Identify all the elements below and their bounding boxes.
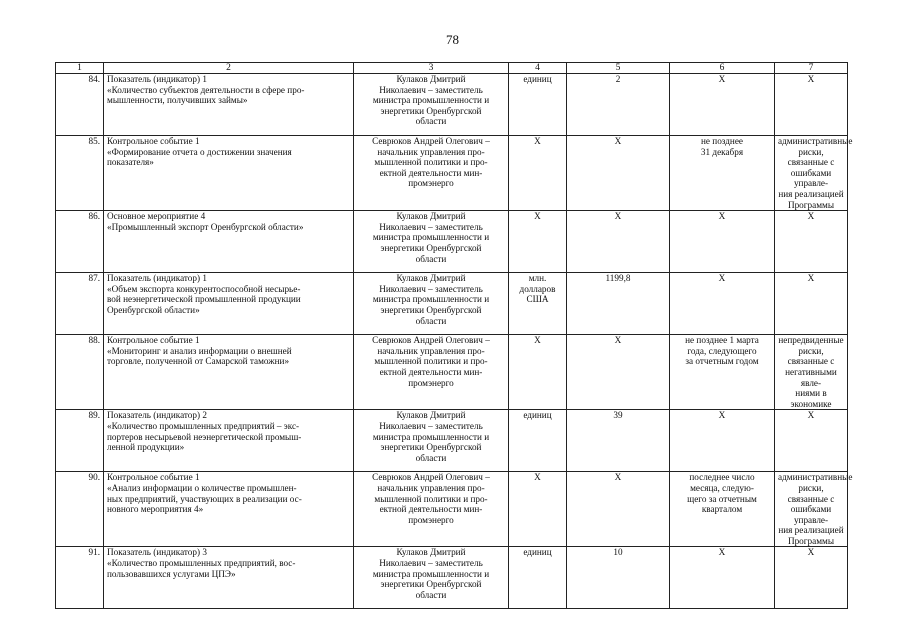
row-value-cell	[567, 136, 670, 211]
row-deadline-cell	[670, 472, 775, 547]
row-unit-cell	[509, 410, 567, 472]
row-name-cell	[104, 211, 354, 273]
row-unit-cell	[509, 211, 567, 273]
row-risk-cell	[775, 273, 848, 335]
row-number-cell	[56, 136, 104, 211]
row-unit-cell	[509, 273, 567, 335]
row-value: X	[614, 136, 622, 146]
table-row	[56, 410, 848, 472]
row-responsible-cell	[354, 472, 509, 547]
table-row	[56, 74, 848, 136]
row-deadline: X	[718, 74, 726, 84]
row-value-cell	[567, 211, 670, 273]
column-header: 1	[56, 63, 104, 74]
row-responsible-cell	[354, 211, 509, 273]
row-risk-cell	[775, 335, 848, 410]
table-row	[56, 273, 848, 335]
row-name-cell	[104, 136, 354, 211]
row-responsible-cell	[354, 410, 509, 472]
row-number: 87.	[88, 273, 100, 284]
row-responsible: Кулаков Дмитрий Николаевич – заместитель министра промышленности и энергетики Оренбургской области	[372, 74, 490, 127]
table-row	[56, 211, 848, 273]
row-responsible: Кулаков Дмитрий Николаевич – заместитель министра промышленности и энергетики Оренбургской области	[372, 547, 490, 600]
row-name: Контрольное событие 1 «Анализ информации о количестве промышлен- ных предприятий, участвующих в реализации ос- новного мероприятия 4»	[107, 472, 302, 515]
row-name-cell	[104, 410, 354, 472]
row-responsible: Севрюков Андрей Олегович – начальник управления про- мышленной политики и про- ектной деятельности мин- промэнерго	[372, 136, 490, 189]
row-unit-cell	[509, 335, 567, 410]
column-header: 6	[670, 63, 775, 74]
row-risk-cell	[775, 211, 848, 273]
row-value: 10	[613, 547, 623, 558]
row-unit: единиц	[523, 74, 552, 84]
table-row	[56, 335, 848, 410]
row-unit: X	[534, 136, 541, 146]
row-number-cell	[56, 74, 104, 136]
row-number-cell	[56, 547, 104, 609]
row-unit: X	[534, 335, 541, 346]
row-responsible-cell	[354, 136, 509, 211]
row-value-cell	[567, 410, 670, 472]
row-responsible: Кулаков Дмитрий Николаевич – заместитель министра промышленности и энергетики Оренбургской области	[372, 273, 490, 326]
row-name: Показатель (индикатор) 2 «Количество промышленных предприятий – экс- портеров несырьевой неэнергетической промыш- ленной продукции»	[107, 410, 302, 453]
row-deadline: не позднее 31 декабря	[700, 136, 744, 157]
row-deadline: X	[718, 211, 726, 222]
row-risk: административные риски, связанные с ошибками управле- ния реализацией Программы	[778, 136, 853, 210]
row-number-cell	[56, 472, 104, 547]
column-header: 2	[104, 63, 354, 74]
row-deadline: X	[718, 547, 726, 558]
row-value: 2	[615, 74, 621, 84]
row-unit-cell	[509, 547, 567, 609]
row-name: Контрольное событие 1 «Формирование отчета о достижении значения показателя»	[107, 136, 292, 168]
column-header: 4	[509, 63, 567, 74]
row-risk-cell	[775, 547, 848, 609]
row-risk: X	[807, 273, 815, 284]
column-header: 7	[775, 63, 848, 74]
row-value-cell	[567, 547, 670, 609]
table-row	[56, 472, 848, 547]
row-responsible: Кулаков Дмитрий Николаевич – заместитель министра промышленности и энергетики Оренбургской области	[372, 211, 490, 264]
row-responsible-cell	[354, 273, 509, 335]
row-risk-cell	[775, 472, 853, 547]
column-header: 3	[354, 63, 509, 74]
row-value-cell	[567, 74, 670, 136]
row-unit: единиц	[523, 410, 552, 421]
row-responsible: Кулаков Дмитрий Николаевич – заместитель министра промышленности и энергетики Оренбургской области	[372, 410, 490, 463]
row-value-cell	[567, 273, 670, 335]
row-deadline-cell	[670, 547, 775, 609]
column-header: 5	[567, 63, 670, 74]
row-deadline-cell	[670, 335, 775, 410]
row-name-cell	[104, 74, 354, 136]
table-row	[56, 136, 848, 211]
row-deadline-cell	[670, 273, 775, 335]
row-number: 84.	[88, 74, 100, 84]
row-risk: X	[807, 547, 815, 558]
row-deadline: последнее число месяца, следую- щего за отчетным кварталом	[687, 472, 757, 515]
row-responsible: Севрюков Андрей Олегович – начальник управления про- мышленной политики и про- ектной деятельности мин- промэнерго	[372, 335, 490, 388]
row-number: 91.	[88, 547, 100, 558]
row-responsible-cell	[354, 74, 509, 136]
row-responsible: Севрюков Андрей Олегович – начальник управления про- мышленной политики и про- ектной деятельности мин- промэнерго	[372, 472, 490, 525]
row-deadline: X	[718, 273, 726, 284]
page-number: 78	[446, 32, 459, 47]
row-number-cell	[56, 211, 104, 273]
row-name-cell	[104, 335, 354, 410]
row-name: Показатель (индикатор) 1 «Объем экспорта конкурентоспособной несырье- вой неэнергетической промышленной продукции Оренбургской области»	[107, 273, 301, 315]
row-unit: X	[534, 472, 541, 483]
row-risk: непредвиденные риски, связанные с негативными явле- ниями в экономике	[778, 335, 844, 409]
row-unit-cell	[509, 74, 567, 136]
row-deadline-cell	[670, 211, 775, 273]
row-number: 86.	[88, 211, 100, 222]
row-number: 90.	[88, 472, 100, 483]
row-value: 39	[613, 410, 623, 421]
row-name: Основное мероприятие 4 «Промышленный экспорт Оренбургской области»	[107, 211, 304, 232]
row-value: X	[614, 335, 622, 346]
row-number: 85.	[88, 136, 100, 146]
row-number: 88.	[88, 335, 100, 346]
row-name-cell	[104, 472, 354, 547]
row-risk-cell	[775, 410, 848, 472]
row-value-cell	[567, 335, 670, 410]
row-number-cell	[56, 273, 104, 335]
row-name-cell	[104, 547, 354, 609]
row-value: X	[614, 472, 622, 483]
row-number: 89.	[88, 410, 100, 421]
row-number-cell	[56, 410, 104, 472]
row-unit-cell	[509, 472, 567, 547]
row-number-cell	[56, 335, 104, 410]
row-value-cell	[567, 472, 670, 547]
row-name: Показатель (индикатор) 3 «Количество промышленных предприятий, вос- пользовавшихся услугами ЦПЭ»	[107, 547, 296, 579]
row-name: Контрольное событие 1 «Мониторинг и анализ информации о внешней торговле, полученной от Самарской таможни»	[107, 335, 292, 367]
row-risk: X	[807, 74, 815, 84]
row-risk-cell	[775, 136, 853, 211]
row-risk: административные риски, связанные с ошибками управле- ния реализацией Программы	[778, 472, 853, 546]
row-unit: единиц	[523, 547, 552, 558]
row-deadline-cell	[670, 410, 775, 472]
row-unit: X	[534, 211, 541, 222]
row-responsible-cell	[354, 335, 509, 410]
row-risk: X	[807, 410, 815, 421]
row-unit: млн. долларов США	[519, 273, 556, 305]
row-risk-cell	[775, 74, 848, 136]
row-unit-cell	[509, 136, 567, 211]
row-deadline: X	[718, 410, 726, 421]
row-value: 1199,8	[605, 273, 631, 284]
row-deadline-cell	[670, 136, 775, 211]
table-header-row	[56, 63, 848, 74]
row-name: Показатель (индикатор) 1 «Количество субъектов деятельности в сфере про- мышленности, получивших займы»	[107, 74, 305, 106]
row-name-cell	[104, 273, 354, 335]
row-value: X	[614, 211, 622, 222]
row-deadline: не позднее 1 марта года, следующего за отчетным годом	[685, 335, 759, 367]
table-row	[56, 547, 848, 609]
row-deadline-cell	[670, 74, 775, 136]
row-risk: X	[807, 211, 815, 222]
program-table	[55, 62, 853, 609]
row-responsible-cell	[354, 547, 509, 609]
